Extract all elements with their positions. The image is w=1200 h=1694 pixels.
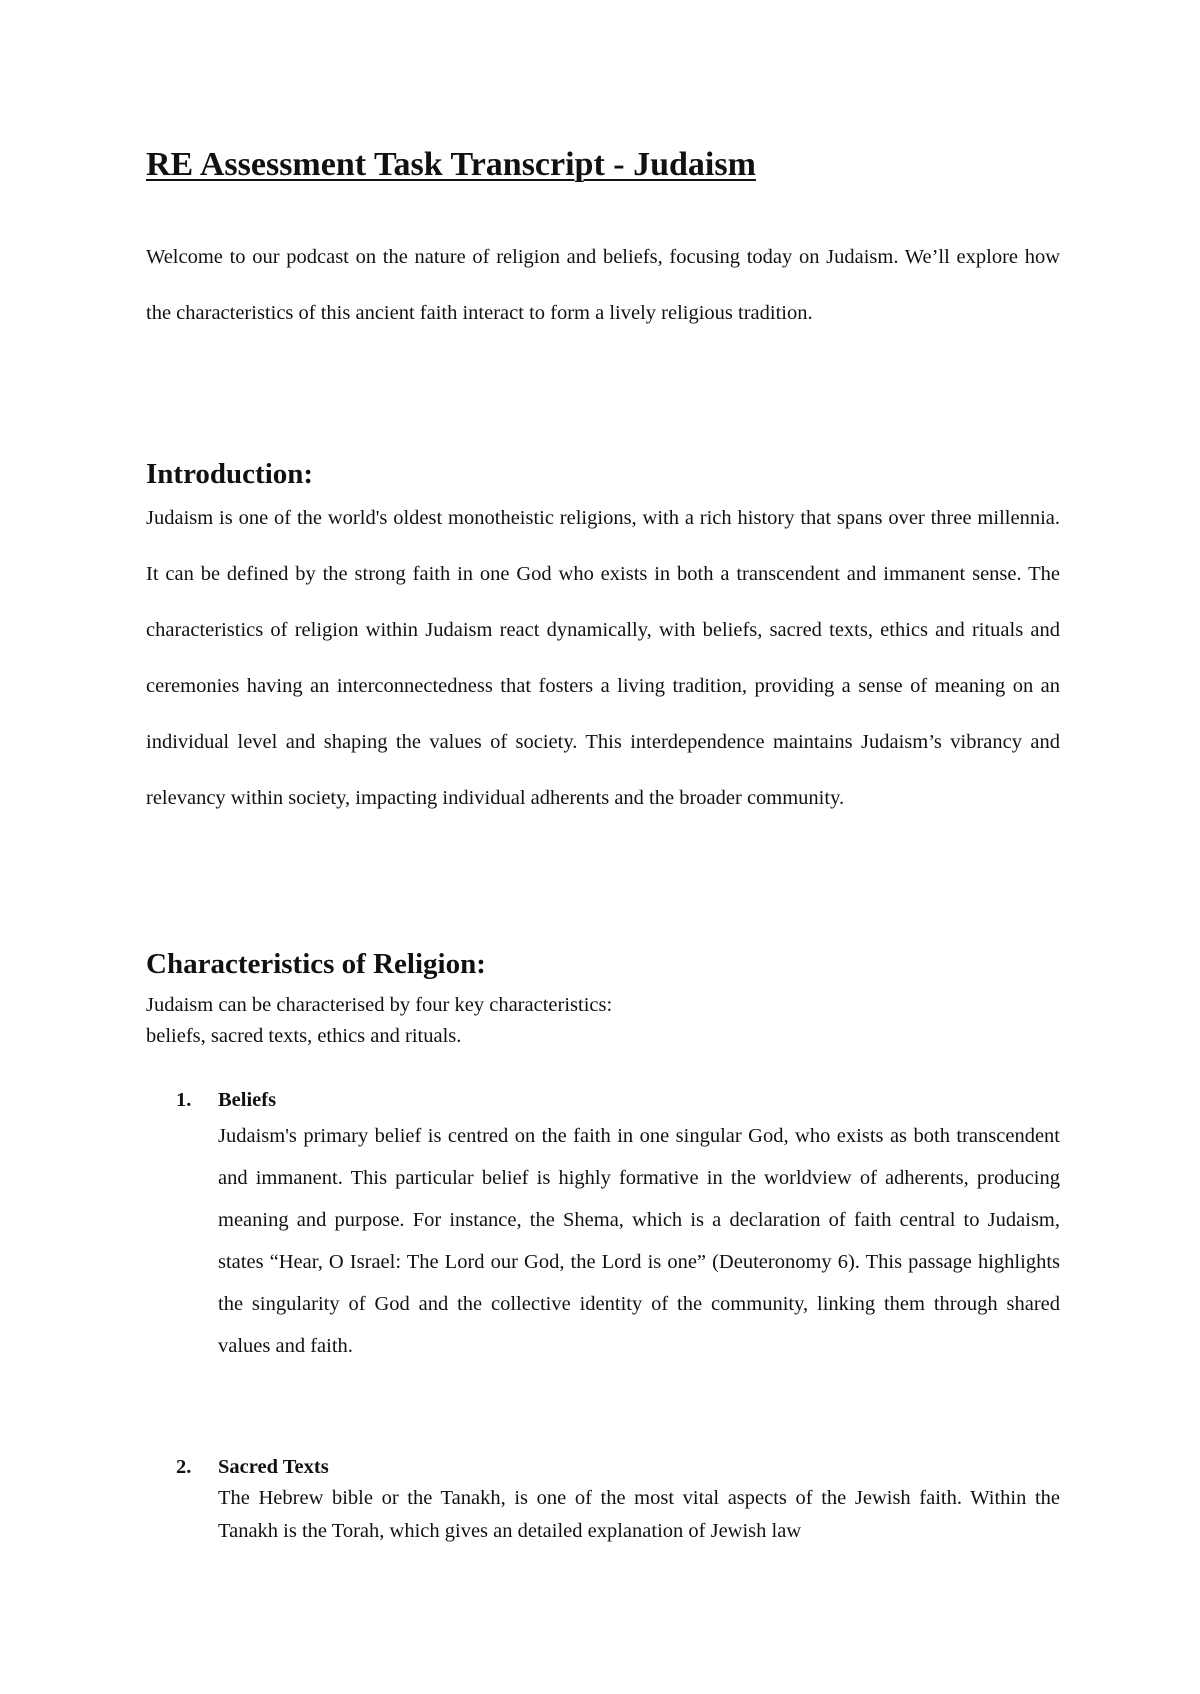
- introduction-text: Judaism is one of the world's oldest monotheistic religions, with a rich history that spans over three millennia. It can be defined by the strong faith in one God who exists in both a transcendent and immanent sense. The characteristics of religion within Judaism react dynamically, with beliefs, sacred texts, ethics and rituals and ceremonies having an interconnectedness that fosters a living tradition, providing a sense of meaning on an individual level and shaping the values of society. This interdependence maintains Judaism’s vibrancy and relevancy within society, impacting individual adherents and the broader community.: [146, 507, 1060, 809]
- list-item-title: Sacred Texts: [218, 1456, 329, 1478]
- list-item-heading: [176, 1452, 329, 1482]
- list-item-number: 1.: [176, 1089, 192, 1111]
- list-item-heading: [176, 1085, 276, 1115]
- opening-paragraph: Welcome to our podcast on the nature of religion and beliefs, focusing today on Judaism. We’ll explore how the characteristics of this ancient faith interact to form a lively religious tradition.: [146, 246, 1060, 324]
- characteristics-heading: Characteristics of Religion:: [146, 948, 486, 980]
- list-item-text: Judaism's primary belief is centred on the faith in one singular God, who exists as both transcendent and immanent. This particular belief is highly formative in the worldview of adherents, producing meaning and purpose. For instance, the Shema, which is a declaration of faith central to Judaism, states “Hear, O Israel: The Lord our God, the Lord is one” (Deuteronomy 6). This passage highlights the singularity of God and the collective identity of the community, linking them through shared values and faith.: [218, 1125, 1060, 1357]
- list-item-title: Beliefs: [218, 1089, 277, 1111]
- introduction-heading: Introduction:: [146, 458, 314, 490]
- characteristics-list-line: beliefs, sacred texts, ethics and rituals.: [146, 1025, 462, 1047]
- document-title: RE Assessment Task Transcript - Judaism: [146, 146, 756, 183]
- characteristics-intro-line: Judaism can be characterised by four key characteristics:: [146, 994, 613, 1016]
- list-item-number: 2.: [176, 1456, 192, 1478]
- list-item-text: The Hebrew bible or the Tanakh, is one of the most vital aspects of the Jewish faith. Within the Tanakh is the Torah, which gives an detailed explanation of Jewish law: [218, 1487, 1060, 1542]
